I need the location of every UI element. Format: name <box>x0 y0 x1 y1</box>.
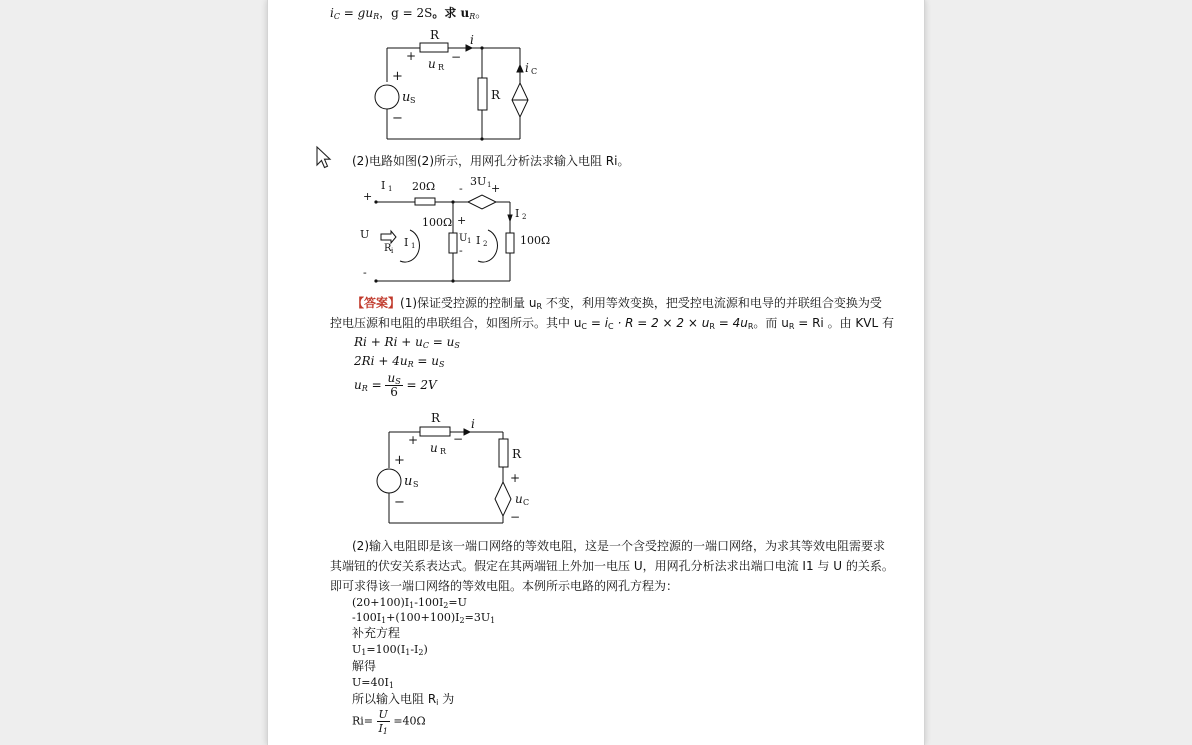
svg-text:u: u <box>428 57 436 71</box>
svg-text:I: I <box>381 179 386 192</box>
svg-text:I: I <box>515 207 520 220</box>
svg-text:i: i <box>391 247 394 255</box>
svg-text:U: U <box>360 228 370 241</box>
svg-text:+: + <box>457 214 467 227</box>
svg-text:1: 1 <box>467 237 472 245</box>
svg-text:+: + <box>392 69 403 84</box>
svg-text:S: S <box>413 480 419 489</box>
svg-text:U: U <box>459 233 468 244</box>
svg-text:-: - <box>459 182 463 195</box>
svg-text:C: C <box>531 67 538 76</box>
svg-text:1: 1 <box>388 185 393 193</box>
mesh-equation-1: $(20+100)I_1-100I_2=U$ <box>352 596 467 610</box>
answer-paragraph-line-2: 控电压源和电阻的串联组合，如图所示。其中 $u_C = i_C \cdot R = 2 \times 2 \times u_R = 4u_R$。而 $u_R = Ri$ 。由 KVL 有 <box>330 316 894 331</box>
svg-text:-: - <box>459 244 463 257</box>
svg-text:+: + <box>491 182 501 195</box>
c1-r-top-label: R <box>430 28 440 42</box>
equation-3: $u_R$ = $\frac{u_S}{6}$ = 2V <box>354 371 437 399</box>
part2-line-3: 即可求得该一端口网络的等效电阻。本例所示电路的网孔方程为： <box>330 579 679 593</box>
input-resistance-result: Ri= $\frac{U}{I_1}$ =40Ω <box>352 708 426 736</box>
svg-text:−: − <box>394 495 405 510</box>
equation-1: $Ri + Ri + u_C = u_S$ <box>354 335 460 350</box>
answer-paragraph-line-1: 【答案】(1)保证受控源的控制量 $u_R$ 不变，利用等效变换，把受控电流源和电导的并联组合变换为受 <box>352 296 882 311</box>
svg-text:−: − <box>453 432 464 446</box>
svg-text:R: R <box>440 447 447 456</box>
solution-equation: $U=40I_1$ <box>352 676 394 690</box>
svg-text:1: 1 <box>487 181 492 189</box>
svg-text:i: i <box>525 61 529 75</box>
supplementary-label: 补充方程 <box>352 626 401 640</box>
circuit-diagram-1 <box>368 30 538 145</box>
svg-text:−: − <box>451 50 462 64</box>
svg-text:C: C <box>523 498 530 507</box>
question-2-text: (2)电路如图(2)所示，用网孔分析法求输入电阻 Ri。 <box>352 154 630 168</box>
circuit-diagram-3 <box>368 410 538 525</box>
svg-text:2: 2 <box>522 213 527 221</box>
svg-text:u: u <box>515 492 523 506</box>
svg-text:100Ω: 100Ω <box>520 234 551 247</box>
svg-text:u: u <box>402 90 411 105</box>
svg-text:I: I <box>476 234 481 247</box>
mesh-equation-2: $-100I_1+(100+100)I_2=3U_1$ <box>352 611 496 625</box>
circuit-diagram-2 <box>360 175 560 285</box>
svg-text:2: 2 <box>483 240 488 248</box>
svg-text:−: − <box>510 510 521 524</box>
problem-statement-tail: $i_C = gu_R$，g = 2S。求 $u_R$。 <box>330 6 488 21</box>
svg-text:+: + <box>510 471 521 485</box>
svg-text:+: + <box>408 433 419 447</box>
svg-text:−: − <box>392 111 403 126</box>
svg-text:R: R <box>384 243 392 254</box>
solve-label: 解得 <box>352 659 377 673</box>
document-page <box>267 0 925 745</box>
svg-text:+: + <box>406 49 417 63</box>
svg-text:R: R <box>431 411 441 425</box>
svg-text:R: R <box>491 88 501 102</box>
equation-2: $2Ri + 4u_R = u_S$ <box>354 354 445 369</box>
svg-text:-: - <box>363 266 367 279</box>
svg-text:S: S <box>410 96 416 105</box>
svg-text:u: u <box>404 474 413 489</box>
svg-text:R: R <box>512 447 522 461</box>
svg-text:+: + <box>363 190 373 203</box>
svg-text:100Ω: 100Ω <box>422 216 453 229</box>
part2-line-1: (2)输入电阻即是该一端口网络的等效电阻，这是一个含受控源的一端口网络，为求其等效电阻需要求 <box>352 539 886 553</box>
svg-text:+: + <box>394 453 405 468</box>
svg-text:R: R <box>438 63 445 72</box>
part2-line-2: 其端钮的伏安关系表达式。假定在其两端钮上外加一电压 U，用网孔分析法求出端口电流 I1 与 U 的关系。 <box>330 559 894 573</box>
svg-text:i: i <box>470 33 474 47</box>
svg-text:u: u <box>430 441 438 455</box>
conclusion-text: 所以输入电阻 $R_i$ 为 <box>352 692 455 707</box>
svg-text:20Ω: 20Ω <box>412 180 436 193</box>
answer-tag: 【答案】 <box>352 296 401 310</box>
svg-text:i: i <box>471 417 475 431</box>
supplementary-equation: $U_1=100(I_1-I_2)$ <box>352 643 428 657</box>
svg-text:3U: 3U <box>470 175 487 188</box>
svg-text:1: 1 <box>411 242 416 250</box>
svg-text:I: I <box>404 236 409 249</box>
mouse-pointer-icon <box>316 146 332 170</box>
